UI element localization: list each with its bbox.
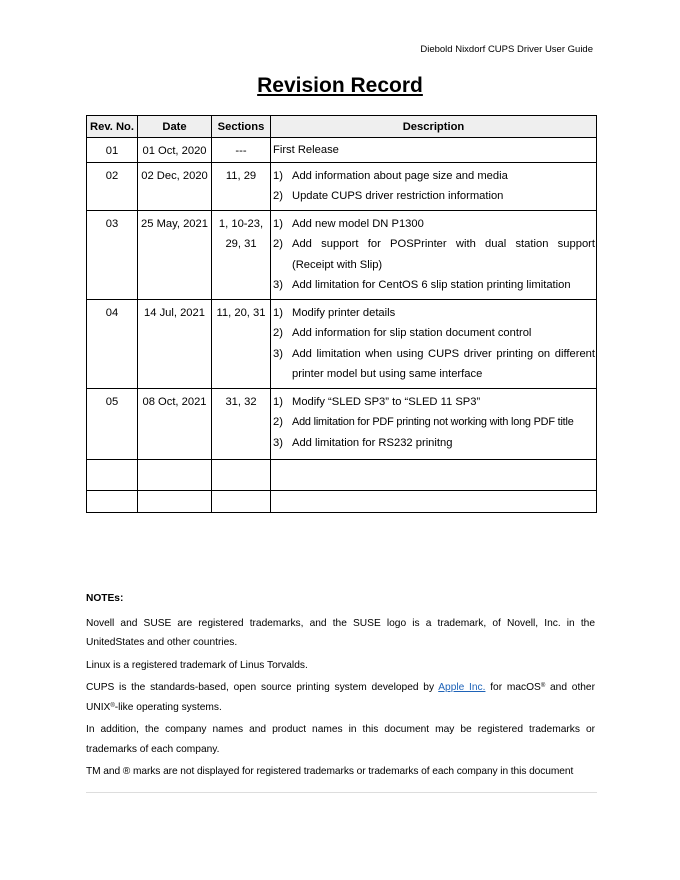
item-text: Modify printer details xyxy=(292,306,396,319)
list-item xyxy=(273,234,595,275)
page-title: Revision Record xyxy=(257,74,423,97)
list-item xyxy=(273,344,595,385)
list-item xyxy=(273,392,595,413)
item-number: 3) xyxy=(273,279,283,291)
table-row xyxy=(87,210,597,299)
apple-inc-link[interactable]: Apple Inc. xyxy=(438,682,486,693)
empty-cell xyxy=(271,491,597,513)
item-text: Add new model DN P1300 xyxy=(292,217,424,230)
note-text: -like operating systems. xyxy=(114,701,222,713)
item-number: 3) xyxy=(273,436,283,449)
list-item xyxy=(273,275,595,296)
note-text: CUPS is the standards-based, open source printing system developed by xyxy=(86,682,439,693)
table-row xyxy=(87,299,597,388)
table-header-row xyxy=(87,116,597,138)
description-cell xyxy=(271,210,597,299)
sections-cell: 1, 10-23, 29, 31 xyxy=(212,210,271,299)
table-row xyxy=(87,388,597,460)
note-text: for macOS xyxy=(485,682,541,693)
column-header-sections: Sections xyxy=(212,116,271,138)
item-number: 2) xyxy=(273,327,283,339)
table-row xyxy=(87,162,597,210)
date-cell: 01 Oct, 2020 xyxy=(138,138,212,163)
item-number: 1) xyxy=(273,306,283,319)
description-cell xyxy=(271,162,597,210)
item-text: Add limitation for RS232 prinitng xyxy=(292,436,453,449)
item-number: 1) xyxy=(273,395,283,408)
rev-cell: 01 xyxy=(87,138,138,163)
date-cell: 08 Oct, 2021 xyxy=(138,388,212,460)
empty-cell xyxy=(87,460,138,491)
list-item xyxy=(273,214,595,235)
empty-cell xyxy=(138,491,212,513)
registered-mark: ® xyxy=(540,683,546,689)
list-item xyxy=(273,186,595,207)
item-text: Add support for POSPrinter with dual station support (Receipt with Slip) xyxy=(292,238,595,271)
list-item xyxy=(273,433,595,454)
empty-cell xyxy=(271,460,597,491)
revision-table xyxy=(86,115,597,513)
item-number: 1) xyxy=(273,217,283,230)
date-cell: 14 Jul, 2021 xyxy=(138,299,212,388)
note-paragraph-cups xyxy=(86,678,595,717)
description-cell xyxy=(271,299,597,388)
item-text: Modify “SLED SP3” to “SLED 11 SP3” xyxy=(292,395,481,408)
item-number: 2) xyxy=(273,416,283,428)
document-header: Diebold Nixdorf CUPS Driver User Guide xyxy=(420,44,593,55)
footer-divider xyxy=(86,792,597,793)
notes-section xyxy=(86,589,595,785)
list-item xyxy=(273,323,595,344)
column-header-date: Date xyxy=(138,116,212,138)
sections-cell: 11, 29 xyxy=(212,162,271,210)
description-cell xyxy=(271,138,597,163)
rev-cell: 04 xyxy=(87,299,138,388)
description-cell xyxy=(271,388,597,460)
empty-cell xyxy=(138,460,212,491)
item-text: Update CUPS driver restriction information xyxy=(292,190,504,202)
column-header-description: Description xyxy=(271,116,597,138)
note-text: and other UNIX xyxy=(86,682,595,713)
item-text: Add information for slip station document control xyxy=(292,327,532,339)
column-header-rev: Rev. No. xyxy=(87,116,138,138)
table-row xyxy=(87,138,597,163)
sections-cell: 11, 20, 31 xyxy=(212,299,271,388)
empty-cell xyxy=(212,460,271,491)
rev-cell: 02 xyxy=(87,162,138,210)
item-number: 3) xyxy=(273,347,283,360)
item-number: 2) xyxy=(273,190,283,202)
empty-table-row xyxy=(87,491,597,513)
list-item xyxy=(273,303,595,324)
empty-cell xyxy=(212,491,271,513)
sections-cell: --- xyxy=(212,138,271,163)
date-cell: 02 Dec, 2020 xyxy=(138,162,212,210)
note-paragraph: TM and ® marks are not displayed for registered trademarks or trademarks of each company in this document xyxy=(86,766,574,777)
date-cell: 25 May, 2021 xyxy=(138,210,212,299)
registered-mark: ® xyxy=(110,702,115,709)
rev-cell: 05 xyxy=(87,388,138,460)
item-text: Add limitation for CentOS 6 slip station printing limitation xyxy=(292,279,571,291)
note-paragraph: In addition, the company names and product names in this document may be registered trademarks or trademarks of each company. xyxy=(86,724,595,755)
note-paragraph: Linux is a registered trademark of Linus Torvalds. xyxy=(86,659,308,671)
item-number: 1) xyxy=(273,169,283,182)
empty-table-row xyxy=(87,460,597,491)
empty-cell xyxy=(87,491,138,513)
item-number: 2) xyxy=(273,238,283,250)
item-text: Add limitation when using CUPS driver printing on different printer model but using same interface xyxy=(292,347,595,380)
sections-cell: 31, 32 xyxy=(212,388,271,460)
description-text: First Release xyxy=(273,144,339,156)
item-text: Add limitation for PDF printing not working with long PDF title xyxy=(292,416,574,428)
list-item xyxy=(273,166,595,187)
list-item xyxy=(273,412,595,433)
item-text: Add information about page size and media xyxy=(292,169,508,182)
rev-cell: 03 xyxy=(87,210,138,299)
notes-heading: NOTEs: xyxy=(86,593,124,604)
note-paragraph: Novell and SUSE are registered trademarks, and the SUSE logo is a trademark, of Novell, Inc. in the UnitedStates and other countries. xyxy=(86,617,595,648)
